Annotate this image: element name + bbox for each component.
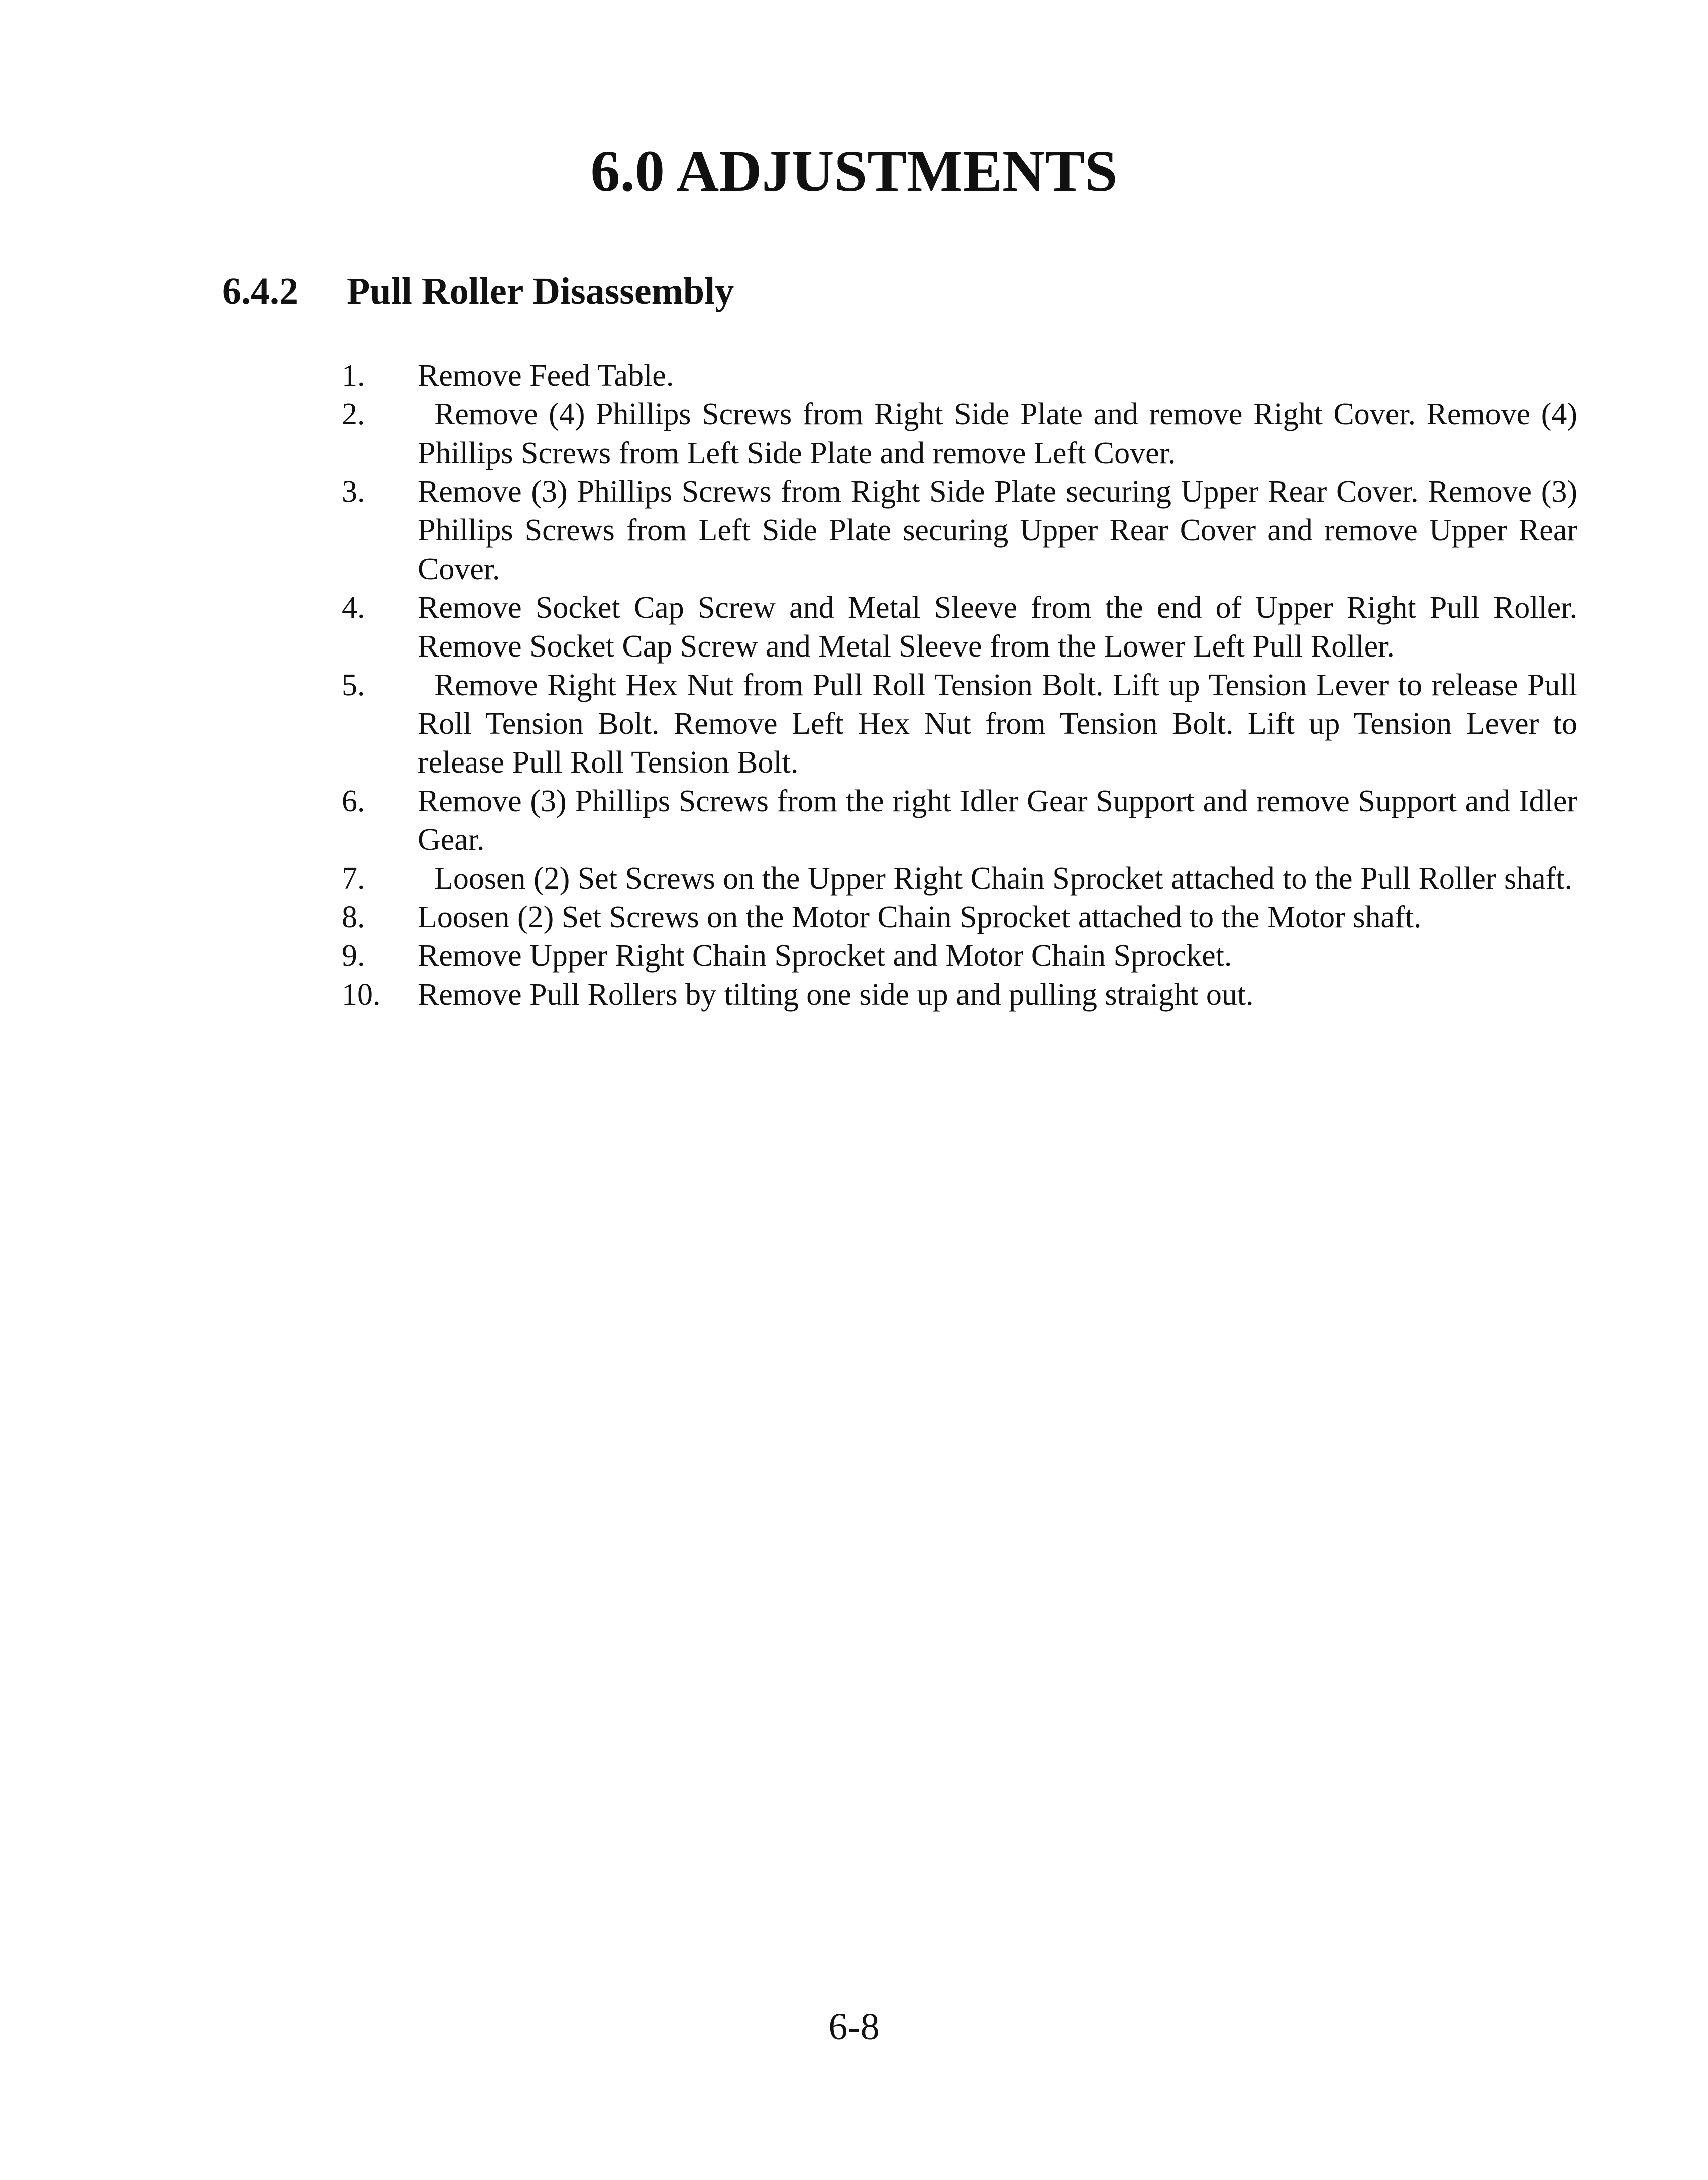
page-title: 6.0 ADJUSTMENTS — [590, 138, 1118, 204]
step-item — [342, 589, 1577, 666]
step-item — [342, 357, 1577, 395]
step-text: Remove Upper Right Chain Sprocket and Motor Chain Sprocket. — [418, 939, 1232, 973]
section-heading — [222, 269, 734, 314]
step-text: Remove Socket Cap Screw and Metal Sleeve from the end of Upper Right Pull Roller. Remove Socket Cap Screw and Metal Sleeve from the Lower Left Pull Roller. — [418, 591, 1577, 664]
steps-list — [342, 357, 1577, 1014]
section-number: 6.4.2 — [222, 270, 298, 312]
step-number: 9. — [342, 939, 365, 973]
section-title: Pull Roller Disassembly — [347, 270, 734, 312]
step-text: Remove (4) Phillips Screws from Right Side Plate and remove Right Cover. Remove (4) Phillips Screws from Left Side Plate and remove Left Cover. — [418, 397, 1577, 470]
step-number: 8. — [342, 900, 365, 934]
page-number: 6-8 — [828, 2006, 880, 2048]
step-number: 6. — [342, 784, 365, 818]
step-item — [342, 859, 1577, 898]
step-item — [342, 975, 1577, 1014]
step-text: Remove Right Hex Nut from Pull Roll Tension Bolt. Lift up Tension Lever to release Pull Roll Tension Bolt. Remove Left Hex Nut from Tension Bolt. Lift up Tension Lever to release Pull Roll Tension Bolt. — [418, 668, 1577, 780]
step-number: 5. — [342, 668, 365, 702]
step-item — [342, 782, 1577, 859]
step-text: Remove (3) Phillips Screws from Right Side Plate securing Upper Rear Cover. Remove (3) Phillips Screws from Left Side Plate securing Upper Rear Cover and remove Upper Rear Cover. — [418, 475, 1577, 586]
step-number: 3. — [342, 475, 365, 509]
step-number: 7. — [342, 861, 365, 896]
step-item — [342, 666, 1577, 782]
step-text: Loosen (2) Set Screws on the Motor Chain Sprocket attached to the Motor shaft. — [418, 900, 1422, 934]
step-item — [342, 395, 1577, 473]
step-text: Remove Feed Table. — [418, 359, 674, 393]
step-text: Remove Pull Rollers by tilting one side up and pulling straight out. — [418, 977, 1254, 1012]
step-number: 1. — [342, 359, 365, 393]
step-number: 2. — [342, 397, 365, 431]
step-number: 4. — [342, 591, 365, 625]
step-text: Remove (3) Phillips Screws from the right Idler Gear Support and remove Support and Idler Gear. — [418, 784, 1577, 857]
step-number: 10. — [342, 977, 381, 1012]
step-item — [342, 473, 1577, 589]
step-item — [342, 937, 1577, 975]
step-item — [342, 898, 1577, 937]
step-text: Loosen (2) Set Screws on the Upper Right Chain Sprocket attached to the Pull Roller shaft. — [434, 861, 1572, 896]
